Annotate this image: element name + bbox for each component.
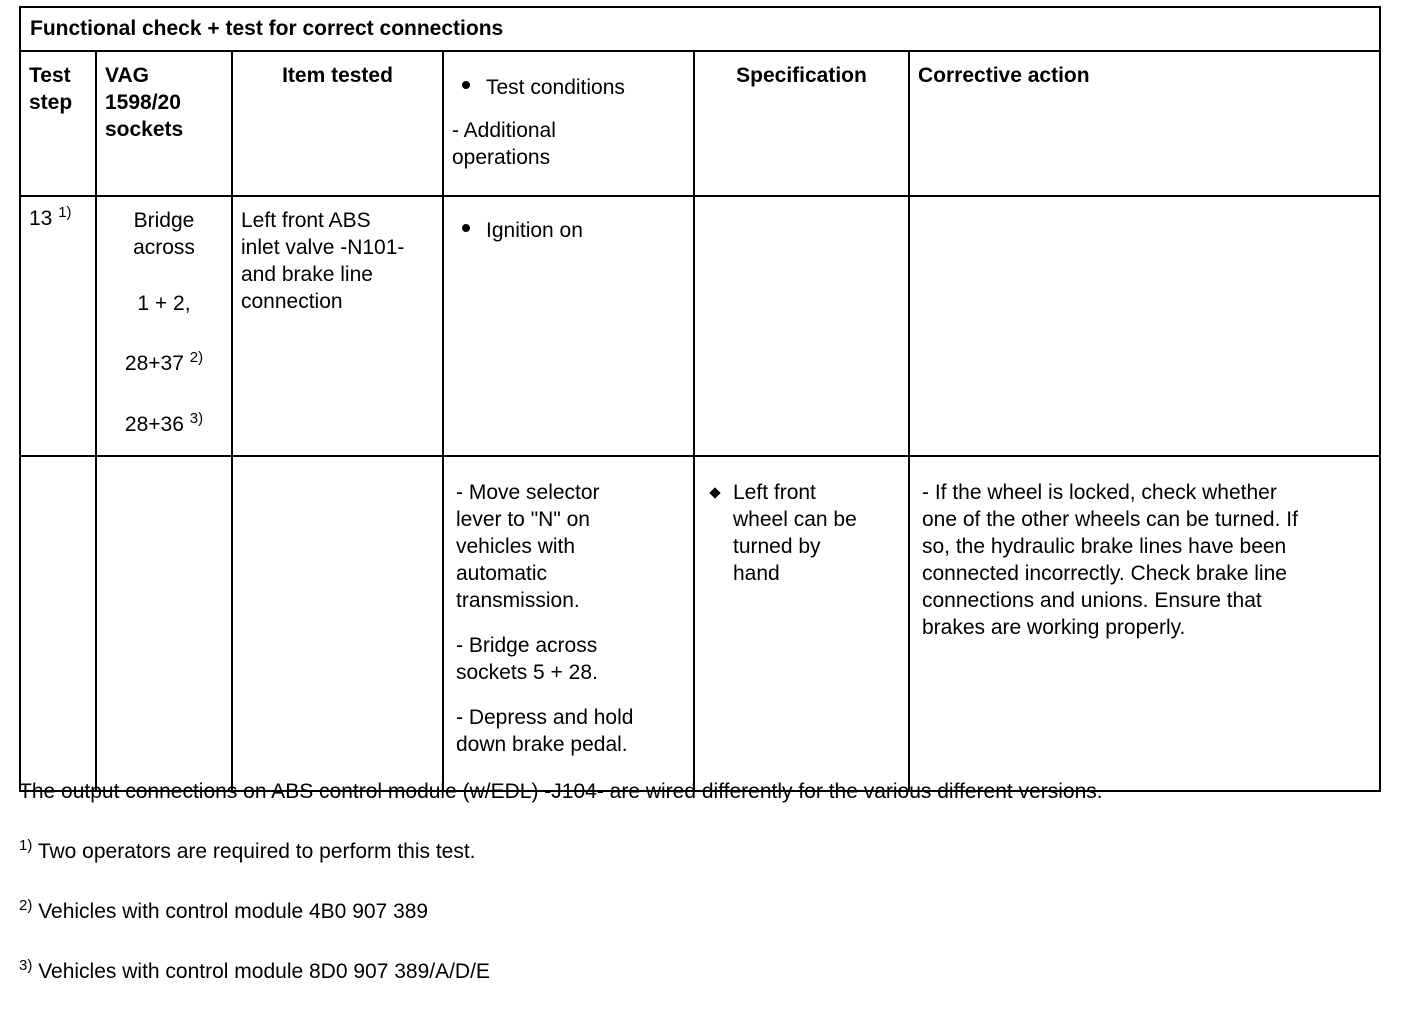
table-row (20, 196, 1380, 456)
diamond-bullet-icon (709, 487, 720, 498)
bullet-icon (462, 81, 470, 89)
cell-sockets (96, 456, 232, 791)
bullet-icon (462, 224, 470, 232)
cell-operations: - Move selector lever to "N" on vehicles with automatic transmission. - Bridge across sockets 5 + 28. - Depress and hold down brake pedal. (443, 456, 694, 791)
table-title: Functional check + test for correct connections (20, 7, 1380, 51)
general-note: The output connections on ABS control module (w/EDL) -J104- are wired differently for the various different versions. (19, 780, 1103, 803)
header-test-step: Test step (20, 51, 96, 196)
cell-specification: Left front wheel can be turned by hand (694, 456, 909, 791)
header-row (20, 51, 1380, 196)
header-test-conditions: Test conditions - Additional operations (443, 51, 694, 196)
cell-test-condition: Ignition on (443, 196, 694, 456)
cell-corrective: - If the wheel is locked, check whether one of the other wheels can be turned. If so, the hydraulic brake lines have been connected incorrectly. Check brake line connections and unions. Ensure that brakes are working properly. (909, 456, 1380, 791)
cell-item-tested (232, 456, 443, 791)
cell-test-step: 13 $^{1)}$ (20, 196, 96, 456)
footnote-1: $^{1)}$ Two operators are required to perform this test. (19, 837, 476, 863)
table-row (20, 456, 1380, 791)
cell-test-step (20, 456, 96, 791)
header-item-tested: Item tested (232, 51, 443, 196)
cell-sockets: Bridge across 1 + 2, 28+37 $^{2)}$ 28+36 $^{3)}$ (96, 196, 232, 456)
footnote-2: $^{2)}$ Vehicles with control module 4B0 907 389 (19, 897, 429, 923)
cell-item-tested: Left front ABS inlet valve -N101- and brake line connection (232, 196, 443, 456)
cell-specification (694, 196, 909, 456)
header-corrective-action: Corrective action (909, 51, 1380, 196)
test-table (19, 6, 1381, 792)
header-specification: Specification (694, 51, 909, 196)
header-vag-sockets: VAG 1598/20 sockets (96, 51, 232, 196)
footnote-3: $^{3)}$ Vehicles with control module 8D0 907 389/A/D/E (19, 957, 490, 983)
cell-corrective (909, 196, 1380, 456)
